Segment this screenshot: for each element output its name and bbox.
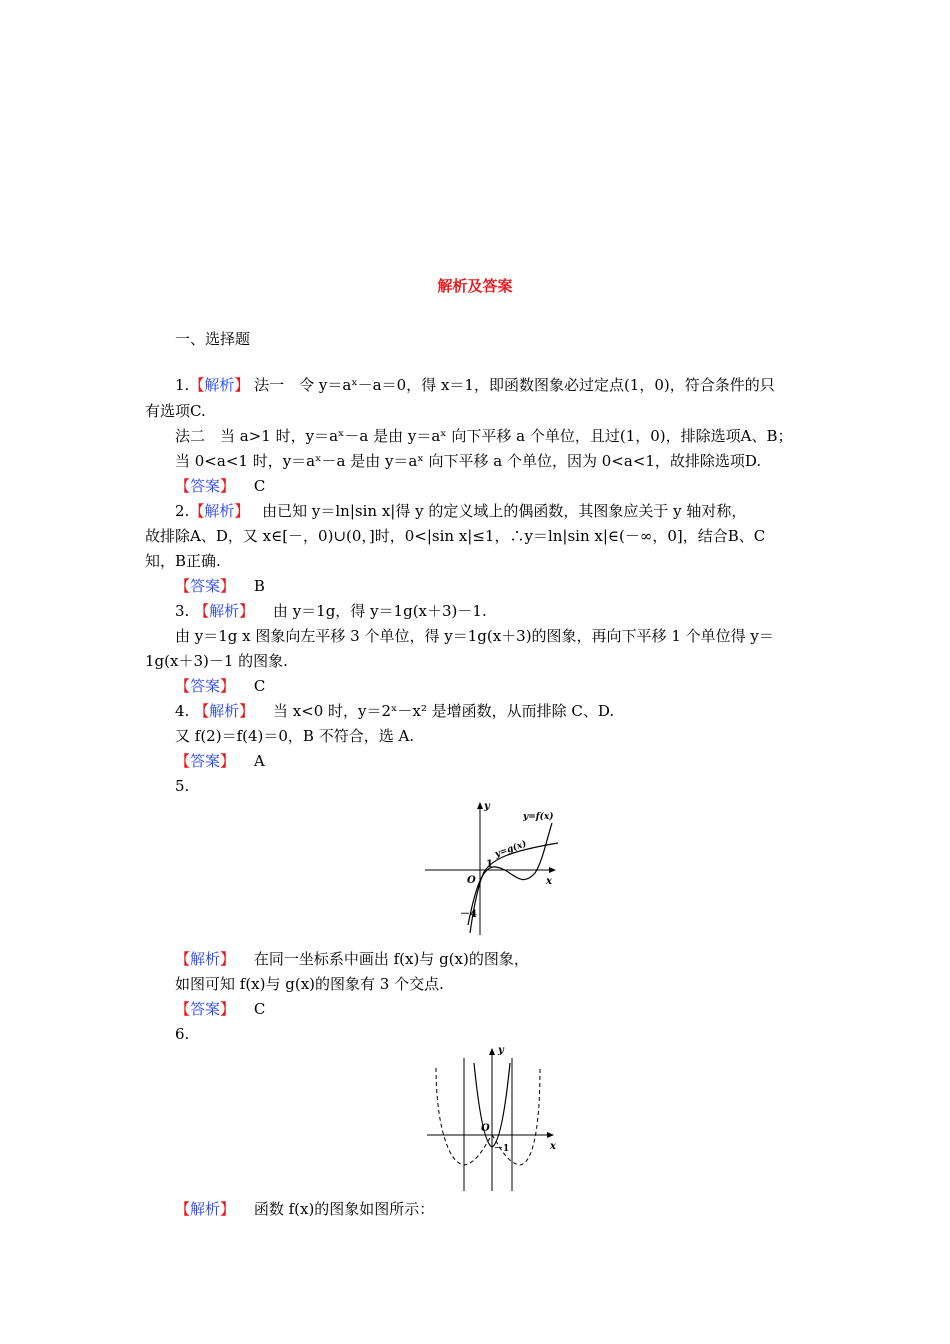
q4-answer-line <box>175 751 265 771</box>
q6-minus1-label: －1 <box>494 1144 510 1154</box>
q2-jiexi-tag: 【解析】 <box>189 502 250 520</box>
q4-line-1 <box>175 701 614 721</box>
q5-x-label: x <box>546 876 552 887</box>
q3-answer-tag: 【答案】 <box>175 677 236 695</box>
q2-answer-tag: 【答案】 <box>175 577 236 595</box>
q2-number: 2. <box>175 502 190 520</box>
q4-answer: A <box>253 752 265 770</box>
q5-text-2: 如图可知 f(x)与 g(x)的图象有 3 个交点. <box>175 975 444 993</box>
q1-answer-line <box>175 476 265 496</box>
q5-f-curve <box>468 823 552 925</box>
q3-jiexi-tag: 【解析】 <box>194 602 255 620</box>
q2-text-3: 知，B正确. <box>145 552 221 570</box>
page-title: 解析及答案 <box>437 277 513 295</box>
q6-number: 6. <box>175 1025 190 1043</box>
q5-y-arrow <box>477 802 483 809</box>
q5-g-label: y=g(x) <box>493 839 528 860</box>
q3-number: 3. <box>175 602 190 620</box>
q6-x-arrow <box>547 1132 554 1138</box>
q4-answer-tag: 【答案】 <box>175 752 236 770</box>
q1-number: 1. <box>175 376 190 394</box>
q2-answer-line <box>175 576 265 596</box>
q1-answer: C <box>253 477 266 495</box>
q3-text-3: 1g(x＋3)－1 的图象. <box>145 652 288 670</box>
q5-x-arrow <box>549 867 556 873</box>
q4-text-2: 又 f(2)＝f(4)＝0，B 不符合，选 A. <box>175 727 415 745</box>
q6-y-label: y <box>498 1045 504 1056</box>
q4-jiexi-tag: 【解析】 <box>194 702 255 720</box>
q5-y-label: y <box>484 801 490 812</box>
q5-one-label: 1 <box>486 859 493 870</box>
q5-jiexi-tag: 【解析】 <box>175 950 236 968</box>
q1-answer-tag: 【答案】 <box>175 477 236 495</box>
q4-number: 4. <box>175 702 190 720</box>
q5-f-label: y=f(x) <box>523 812 554 822</box>
q1-text-2: 有选项C. <box>145 402 206 420</box>
q5-g-curve <box>470 843 558 933</box>
q1-line-1 <box>175 375 775 395</box>
q6-y-arrow <box>489 1048 495 1055</box>
q5-line-1 <box>175 949 529 969</box>
q5-answer: C <box>253 1000 266 1018</box>
q5-minus4-label: －4 <box>460 909 477 920</box>
q3-answer-line <box>175 676 265 696</box>
q1-text-3: 法二 当 a>1 时，y＝aˣ－a 是由 y＝aˣ 向下平移 a 个单位，且过(1，0)，排除选项A、B； <box>175 427 793 445</box>
q6-figure <box>422 1043 562 1193</box>
q5-number: 5. <box>175 777 190 795</box>
q2-text-1: 由已知 y＝ln|sin x|得 y 的定义域上的偶函数，其图象应关于 y 轴对称， <box>262 502 747 520</box>
q3-line-1 <box>175 601 487 621</box>
q5-answer-tag: 【答案】 <box>175 1000 236 1018</box>
q5-answer-line <box>175 999 265 1019</box>
q4-text-1: 当 x<0 时，y＝2ˣ－x² 是增函数，从而排除 C、D. <box>272 702 615 720</box>
q6-x-label: x <box>550 1141 556 1152</box>
q6-text-1: 函数 f(x)的图象如图所示： <box>253 1200 435 1218</box>
q2-answer: B <box>253 577 265 595</box>
q3-text-1: 由 y＝1g，得 y＝1g(x＋3)－1. <box>272 602 487 620</box>
q3-answer: C <box>253 677 266 695</box>
q6-origin-label: O <box>481 1123 490 1134</box>
q5-figure <box>420 795 565 940</box>
q6-jiexi-tag: 【解析】 <box>175 1200 236 1218</box>
q3-text-2: 由 y＝1g x 图象向左平移 3 个单位，得 y＝1g(x＋3)的图象，再向下平移 1 个单位得 y＝ <box>175 627 774 645</box>
q1-text-1: 法一 令 y＝aˣ－a＝0，得 x＝1，即函数图象必过定点(1，0)，符合条件的只 <box>254 376 775 394</box>
section-heading: 一、选择题 <box>175 330 251 348</box>
q1-text-4: 当 0<a<1 时，y＝aˣ－a 是由 y＝aˣ 向下平移 a 个单位，因为 0<a<1，故排除选项D. <box>175 452 762 470</box>
q5-text-1: 在同一坐标系中画出 f(x)与 g(x)的图象， <box>253 950 529 968</box>
q6-line-1 <box>175 1199 434 1219</box>
q2-text-2: 故排除A、D，又 x∈[－，0)∪(0，]时，0<|sin x|≤1，∴y＝ln|sin x|∈(－∞，0]，结合B、C <box>145 527 766 545</box>
q5-origin-label: O <box>467 875 476 886</box>
q1-jiexi-tag: 【解析】 <box>189 376 250 394</box>
q2-line-1 <box>175 501 746 521</box>
